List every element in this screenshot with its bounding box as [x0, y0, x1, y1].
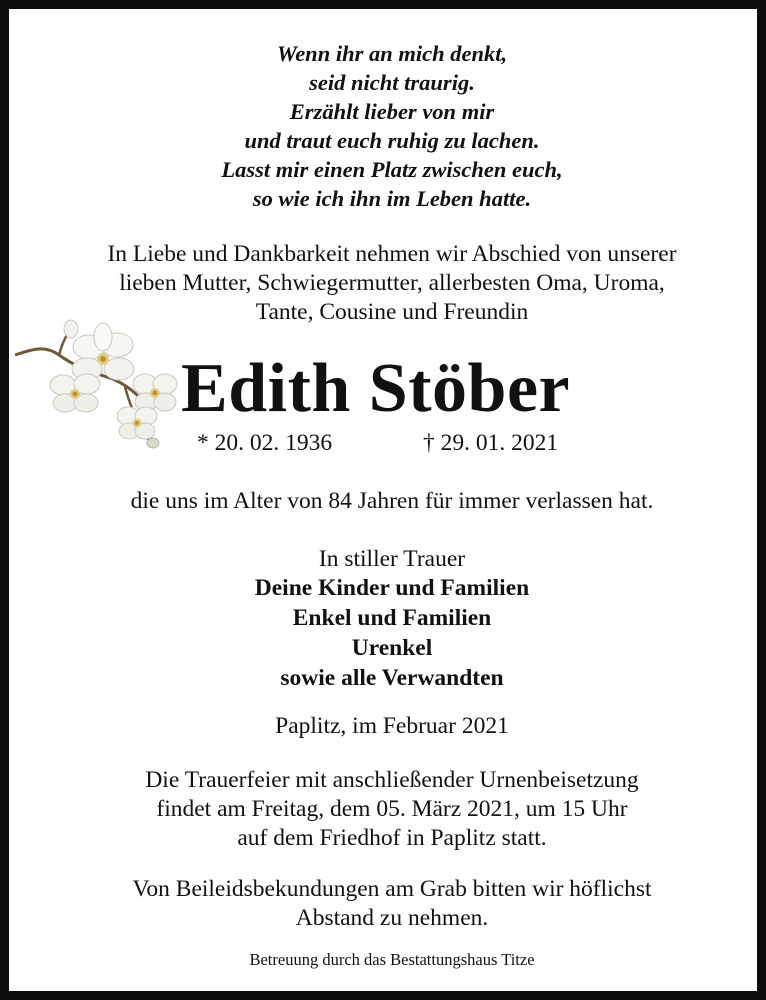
poem-line: Erzählt lieber von mir — [289, 99, 495, 124]
age-line: die uns im Alter von 84 Jahren für immer verlassen hat. — [130, 488, 654, 514]
death-date: † 29. 01. 2021 — [423, 430, 559, 456]
orchid-flower-icon — [15, 311, 180, 451]
intro-line: In Liebe und Dankbarkeit nehmen wir Abschied von unserer — [107, 241, 677, 267]
poem-line: Lasst mir einen Platz zwischen euch, — [221, 157, 563, 182]
place-date: Paplitz, im Februar 2021 — [275, 713, 509, 739]
birth-date: * 20. 02. 1936 — [197, 430, 333, 456]
mourner-line: sowie alle Verwandten — [280, 665, 504, 691]
intro-line: lieben Mutter, Schwiegermutter, allerbesten Oma, Uroma, — [119, 270, 665, 296]
intro-line: Tante, Cousine und Freundin — [255, 299, 529, 325]
mourning-intro: In stiller Trauer — [318, 546, 466, 572]
condolence-line: Von Beileidsbekundungen am Grab bitten wir höflichst — [132, 876, 652, 902]
ceremony-line: Die Trauerfeier mit anschließender Urnenbeisetzung — [145, 767, 639, 793]
ceremony-line: findet am Freitag, dem 05. März 2021, um 15 Uhr — [156, 796, 628, 822]
poem-line: Wenn ihr an mich denkt, — [276, 41, 508, 66]
poem-line: und traut euch ruhig zu lachen. — [244, 128, 540, 153]
funeral-home-credit: Betreuung durch das Bestattungshaus Titze — [249, 950, 535, 969]
deceased-name: Edith Stöber — [181, 350, 571, 427]
poem-line: so wie ich ihn im Leben hatte. — [252, 186, 532, 211]
mourner-line: Enkel und Familien — [292, 605, 492, 631]
mourner-line: Urenkel — [351, 635, 433, 661]
condolence-line: Abstand zu nehmen. — [295, 905, 489, 931]
poem-line: seid nicht traurig. — [309, 70, 475, 95]
ceremony-line: auf dem Friedhof in Paplitz statt. — [237, 825, 547, 851]
mourner-line: Deine Kinder und Familien — [254, 575, 530, 601]
